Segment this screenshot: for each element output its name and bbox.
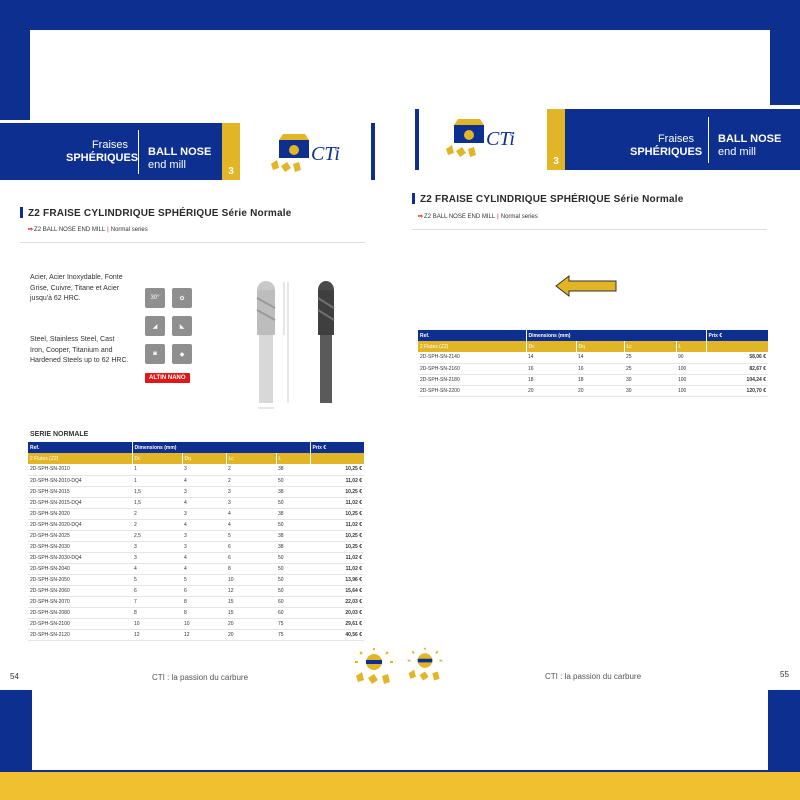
cell-dq: 14 — [578, 354, 584, 361]
cell-dc: 2 — [134, 521, 137, 528]
spec-table-left — [28, 442, 365, 641]
ramping-icon: ◢ — [145, 316, 165, 336]
cell-dq: 12 — [184, 631, 190, 638]
table-row — [28, 552, 364, 563]
serie-label: SERIE NORMALE — [30, 431, 89, 438]
cell-lc: 3 — [228, 488, 231, 495]
description-fr: Acier, Acier Inoxydable, Fonte Grise, Cuivre, Titane et Acier jusqu'à 62 HRC. — [30, 274, 123, 302]
bullet-mark: ⇨ — [418, 214, 424, 220]
cell-dc: 6 — [134, 587, 137, 594]
cell-ref: 2D-SPH-SN-2070 — [30, 598, 70, 605]
cell-lc: 6 — [228, 554, 231, 561]
cell-lc: 25 — [626, 365, 632, 372]
col-dc: Dc — [526, 341, 576, 352]
angle-icon — [145, 288, 165, 308]
cell-dq: 4 — [184, 554, 187, 561]
product-title — [20, 207, 292, 219]
cell-lc: 2 — [228, 477, 231, 484]
cell-l: 50 — [278, 587, 284, 594]
cell-ref: 2D-SPH-SN-2050 — [30, 576, 70, 583]
cell-lc: 12 — [228, 587, 234, 594]
cell-price: 11,02 € — [345, 521, 363, 528]
table-row — [28, 574, 364, 585]
bottom-yellow-band — [0, 772, 800, 800]
left-header-en — [148, 146, 211, 172]
header-end-mill: end mill — [718, 146, 756, 158]
header-edge-bar — [371, 123, 375, 180]
chapter-tab — [222, 123, 240, 180]
cell-lc: 30 — [626, 376, 632, 383]
header-spheriques: SPHÉRIQUES — [630, 146, 703, 158]
title-rule — [20, 242, 365, 243]
cell-price: 10,25 € — [345, 488, 363, 495]
cell-l: 50 — [278, 576, 284, 583]
cell-dq: 6 — [184, 587, 187, 594]
cell-l: 60 — [278, 598, 284, 605]
subtitle-series: Normal series — [110, 227, 148, 233]
cell-dc: 5 — [134, 576, 137, 583]
cell-l: 38 — [278, 488, 284, 495]
cell-dq: 4 — [184, 477, 187, 484]
col-l: L — [676, 341, 706, 352]
cell-ref: 2D-SPH-SN-2025 — [30, 532, 70, 539]
cell-l: 50 — [278, 499, 284, 506]
cell-l: 100 — [678, 365, 687, 372]
header-ball-nose: BALL NOSE — [148, 146, 212, 158]
cell-price: 10,25 € — [345, 510, 363, 517]
cell-price: 11,02 € — [345, 554, 363, 561]
cell-dc: 7 — [134, 598, 137, 605]
table-row — [418, 374, 768, 385]
cell-lc: 4 — [228, 521, 231, 528]
cell-ref: 2D-SPH-SN-2030 — [30, 543, 70, 550]
cell-dq: 8 — [184, 609, 187, 616]
col-ref: Ref. — [418, 330, 526, 341]
bullet-mark: ⇨ — [28, 227, 34, 233]
frame-right — [768, 690, 800, 772]
col-lc: Lc — [624, 341, 676, 352]
cell-dc: 1,5 — [134, 488, 141, 495]
arrow-left-icon — [555, 275, 617, 297]
product-title — [412, 193, 684, 205]
cell-lc: 25 — [626, 354, 632, 361]
cell-l: 50 — [278, 554, 284, 561]
col-blank — [310, 453, 364, 464]
title-text: Z2 FRAISE CYLINDRIQUE SPHÉRIQUE Série Normale — [28, 208, 292, 219]
cell-lc: 20 — [228, 620, 234, 627]
cell-ref: 2D-SPH-SN-2010-DQ4 — [30, 477, 82, 484]
cell-lc: 30 — [626, 387, 632, 394]
col-dc: Dc — [132, 453, 182, 464]
cell-price: 120,70 € — [746, 387, 767, 394]
chapter-tab — [547, 109, 565, 170]
subtitle-main: Z2 BALL NOSE END MILL — [34, 227, 106, 233]
subtitle-separator: | — [497, 214, 499, 220]
cell-price: 104,24 € — [746, 376, 767, 383]
cell-l: 60 — [278, 609, 284, 616]
cell-ref: 2D-SPH-SN-2010 — [30, 466, 70, 473]
cell-price: 58,06 € — [749, 354, 767, 361]
flute-icon: ✿ — [172, 288, 192, 308]
cell-dq: 4 — [184, 521, 187, 528]
col-flutes: 2 Flutes (Z2) — [28, 453, 132, 464]
description-en: Steel, Stainless Steel, Cast Iron, Cooper, Titanium and Hardened Steels up to 62 HRC. — [30, 336, 129, 364]
chapter-number: 3 — [228, 166, 234, 177]
left-header-fr — [66, 139, 139, 165]
cell-l: 38 — [278, 543, 284, 550]
cell-lc: 8 — [228, 565, 231, 572]
table-row — [28, 607, 364, 618]
copying-icon: ◆ — [172, 344, 192, 364]
header-ball-nose: BALL NOSE — [718, 133, 782, 145]
cell-price: 22,03 € — [345, 598, 363, 605]
col-dq: Dq — [182, 453, 226, 464]
table-row — [28, 530, 364, 541]
cell-dc: 14 — [528, 354, 534, 361]
cell-l: 38 — [278, 532, 284, 539]
cell-dc: 1,5 — [134, 499, 141, 506]
header-fraises: Fraises — [657, 133, 694, 145]
cell-dc: 2 — [134, 510, 137, 517]
title-rule — [412, 229, 767, 230]
product-subtitle — [28, 226, 148, 233]
cell-ref: 2D-SPH-SN-2015-DQ4 — [30, 499, 82, 506]
cell-ref: 2D-SPH-SN-2140 — [420, 354, 460, 361]
coating-badge: ALTIN NANO — [145, 373, 190, 383]
cell-l: 38 — [278, 510, 284, 517]
table-row — [28, 629, 364, 640]
end-mill-drawing — [240, 270, 350, 415]
cell-l: 50 — [278, 521, 284, 528]
cell-dq: 3 — [184, 466, 187, 473]
cell-dc: 2,5 — [134, 532, 141, 539]
header-spheriques: SPHÉRIQUES — [66, 152, 139, 164]
cell-ref: 2D-SPH-SN-2080 — [30, 609, 70, 616]
subtitle-separator: | — [107, 227, 109, 233]
cell-price: 10,25 € — [345, 466, 363, 473]
col-dimensions: Dimensions (mm) — [132, 442, 310, 453]
cell-price: 11,02 € — [345, 477, 363, 484]
cell-dq: 18 — [578, 376, 584, 383]
col-price: Prix € — [310, 442, 364, 453]
spec-table-right — [418, 330, 769, 397]
cell-l: 75 — [278, 620, 284, 627]
cell-dc: 1 — [134, 477, 137, 484]
table-row — [28, 486, 364, 497]
cell-dc: 4 — [134, 565, 137, 572]
cell-dq: 10 — [184, 620, 190, 627]
cell-price: 10,25 € — [345, 532, 363, 539]
table-row — [418, 352, 768, 363]
header-fraises: Fraises — [91, 139, 128, 151]
cell-l: 50 — [278, 477, 284, 484]
cell-price: 10,25 € — [345, 543, 363, 550]
cell-l: 100 — [678, 376, 687, 383]
cell-l: 90 — [678, 354, 684, 361]
logo-text: CTi — [486, 128, 515, 150]
col-l: L — [276, 453, 310, 464]
cell-ref: 2D-SPH-SN-2020 — [30, 510, 70, 517]
chapter-number: 3 — [553, 156, 559, 167]
cell-ref: 2D-SPH-SN-2040 — [30, 565, 70, 572]
footer-text: CTI : la passion du carbure — [545, 672, 642, 681]
header-edge-bar-right — [415, 109, 419, 170]
sun-logo-icon — [405, 647, 445, 685]
cell-dc: 3 — [134, 543, 137, 550]
cell-ref: 2D-SPH-SN-2060 — [30, 587, 70, 594]
col-price: Prix € — [706, 330, 768, 341]
table-row — [28, 497, 364, 508]
cell-price: 13,96 € — [345, 576, 363, 583]
cell-dq: 8 — [184, 598, 187, 605]
right-page — [400, 105, 800, 690]
cell-price: 82,67 € — [749, 365, 767, 372]
cell-dq: 16 — [578, 365, 584, 372]
title-bar — [412, 193, 415, 204]
table-row — [28, 541, 364, 552]
page-number: 55 — [780, 670, 789, 679]
cell-dq: 4 — [184, 565, 187, 572]
cti-logo-icon — [440, 115, 530, 165]
cell-lc: 15 — [228, 598, 234, 605]
cell-ref: 2D-SPH-SN-2160 — [420, 365, 460, 372]
cell-ref: 2D-SPH-SN-2100 — [30, 620, 70, 627]
col-flutes: 2 Flutes (Z2) — [418, 341, 526, 352]
cell-ref: 2D-SPH-SN-2180 — [420, 376, 460, 383]
cell-ref: 2D-SPH-SN-2020-DQ4 — [30, 521, 82, 528]
header-end-mill: end mill — [148, 159, 186, 171]
title-text: Z2 FRAISE CYLINDRIQUE SPHÉRIQUE Série Normale — [420, 194, 684, 205]
cell-lc: 6 — [228, 543, 231, 550]
cell-dq: 20 — [578, 387, 584, 394]
cell-lc: 10 — [228, 576, 234, 583]
table-body — [418, 352, 768, 396]
cell-dq: 5 — [184, 576, 187, 583]
cell-dq: 3 — [184, 510, 187, 517]
table-row — [28, 618, 364, 629]
sun-logo-icon — [352, 648, 396, 688]
cell-lc: 2 — [228, 466, 231, 473]
title-bar — [20, 207, 23, 218]
col-ref: Ref. — [28, 442, 132, 453]
cell-dq: 4 — [184, 499, 187, 506]
cell-lc: 5 — [228, 532, 231, 539]
right-header-fr — [630, 133, 703, 159]
cell-lc: 15 — [228, 609, 234, 616]
cell-dc: 20 — [528, 387, 534, 394]
table-row — [28, 508, 364, 519]
cell-l: 50 — [278, 565, 284, 572]
cell-ref: 2D-SPH-SN-2015 — [30, 488, 70, 495]
cell-price: 29,61 € — [345, 620, 363, 627]
cell-ref: 2D-SPH-SN-2200 — [420, 387, 460, 394]
col-dimensions: Dimensions (mm) — [526, 330, 706, 341]
col-dq: Dq — [576, 341, 624, 352]
angle-value: 30° — [150, 295, 160, 301]
subtitle-main: Z2 BALL NOSE END MILL — [424, 214, 496, 220]
table-row — [28, 596, 364, 607]
cell-dq: 3 — [184, 543, 187, 550]
product-subtitle — [418, 213, 538, 220]
cell-l: 100 — [678, 387, 687, 394]
footer-text: CTI : la passion du carbure — [152, 673, 249, 682]
page-number: 54 — [10, 672, 19, 681]
profiling-icon: ◣ — [172, 316, 192, 336]
col-blank — [706, 341, 768, 352]
header-separator — [138, 130, 139, 174]
table-row — [418, 363, 768, 374]
cell-dc: 12 — [134, 631, 140, 638]
subtitle-series: Normal series — [500, 214, 538, 220]
table-row — [28, 519, 364, 530]
cell-price: 15,64 € — [345, 587, 363, 594]
cell-l: 38 — [278, 466, 284, 473]
cell-dq: 3 — [184, 532, 187, 539]
cell-dc: 8 — [134, 609, 137, 616]
header-separator — [708, 117, 709, 163]
cell-dc: 16 — [528, 365, 534, 372]
cell-ref: 2D-SPH-SN-2030-DQ4 — [30, 554, 82, 561]
col-lc: Lc — [226, 453, 276, 464]
cell-price: 40,56 € — [345, 631, 363, 638]
table-row — [28, 585, 364, 596]
cti-logo-icon — [265, 130, 355, 180]
cell-lc: 3 — [228, 499, 231, 506]
cell-price: 20,03 € — [345, 609, 363, 616]
table-row — [28, 475, 364, 486]
frame-left — [0, 690, 32, 772]
logo-text: CTi — [311, 143, 340, 165]
cell-lc: 20 — [228, 631, 234, 638]
table-body — [28, 464, 364, 640]
table-row — [418, 385, 768, 396]
cell-dq: 3 — [184, 488, 187, 495]
cell-lc: 4 — [228, 510, 231, 517]
cell-price: 11,02 € — [345, 565, 363, 572]
cell-price: 11,02 € — [345, 499, 363, 506]
left-page — [0, 120, 400, 690]
cell-ref: 2D-SPH-SN-2120 — [30, 631, 70, 638]
cell-dc: 10 — [134, 620, 140, 627]
table-row — [28, 563, 364, 574]
cell-dc: 1 — [134, 466, 137, 473]
right-header-en — [718, 133, 781, 159]
cell-dc: 18 — [528, 376, 534, 383]
cell-l: 75 — [278, 631, 284, 638]
slotting-icon: ◙ — [145, 344, 165, 364]
table-row — [28, 464, 364, 475]
cell-dc: 3 — [134, 554, 137, 561]
